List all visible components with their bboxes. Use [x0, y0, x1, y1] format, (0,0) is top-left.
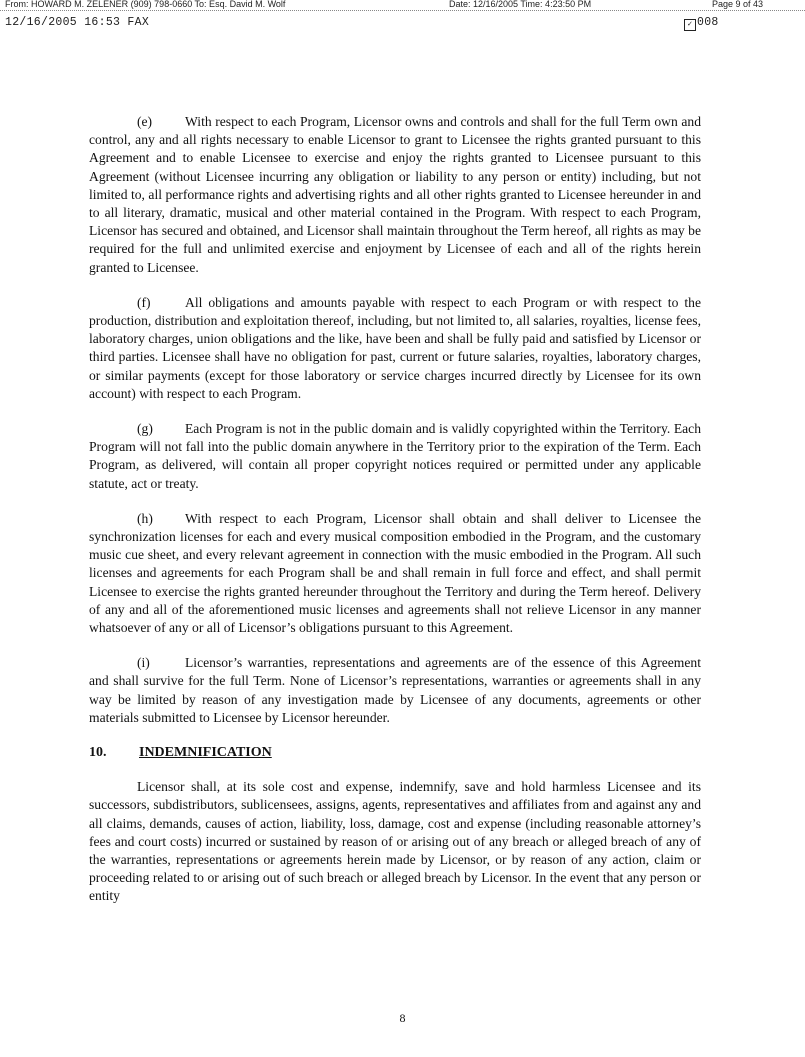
section-title: INDEMNIFICATION — [139, 745, 272, 761]
paragraph-e — [89, 113, 701, 277]
paragraph-label: (f) — [137, 294, 151, 310]
paragraph-text: With respect to each Program, Licensor owns and controls and shall for the full Term own and control, any and all rights necessary to enable Licensor to grant to Licensee the rights granted pursuant to this Agreement and to enable Licensee to exercise and enjoy the rights granted to Licensee pursuant to this Agreement (without Licensee incurring any obligation or liability to any person or entity) including, but not limited to, all performance rights and advertising rights and all other rights granted to Licensee hereunder in and to all literary, dramatic, musical and other material contained in the Program. With respect to each Program, Licensor has secured and obtained, and Licensor shall maintain throughout the Term hereof, all rights as may be required for the full and unlimited exercise and enjoyment by Licensee of each and all of the rights herein granted to Licensee. — [89, 114, 701, 275]
paragraph-g — [89, 420, 701, 493]
header-divider — [0, 10, 805, 11]
page-number: 8 — [399, 1011, 406, 1025]
section-number: 10. — [89, 745, 107, 761]
paragraph-text: All obligations and amounts payable with respect to each Program or with respect to the production, distribution and exploitation thereof, including, but not limited to, all salaries, royalties, license fees, laboratory charges, union obligations and the like, have been and shall be fully paid and satisfied by Licensor or third parties. Licensee shall have no obligation for past, current or future salaries, royalties, laboratory charges, or similar payments (except for those laboratory or service charges incurred directly by Licensee for its own account) with respect to each Program. — [89, 294, 701, 401]
paragraph-label: (i) — [137, 655, 150, 671]
section-heading — [89, 744, 701, 762]
paragraph-f — [89, 294, 701, 403]
section-10-paragraph — [89, 778, 701, 905]
paragraph-label: (g) — [137, 421, 153, 437]
fax-page-stamp — [684, 16, 719, 30]
fax-datetime-stamp: 12/16/2005 16:53 FAX — [5, 16, 150, 29]
fax-transmission-header — [0, 0, 805, 9]
paragraph-label: (e) — [137, 114, 153, 129]
paragraph-label: (h) — [137, 510, 153, 526]
document-body — [89, 113, 701, 923]
fax-page-stamp-number: 008 — [697, 16, 719, 29]
paragraph-text: With respect to each Program, Licensor shall obtain and shall deliver to Licensee the synchronization licenses for each and every musical composition embodied in the Program, and the customary music cue sheet, and every relevant agreement in connection with the music embodied in the Program. All such licenses and agreements for each Program shall be and shall remain in full force and effect, and shall permit Licensee to exercise the rights granted hereunder throughout the Territory and during the Term hereof. Delivery of any and all of the aforementioned music licenses and agreements shall not relieve Licensor in any manner whatsoever of any or all of Licensor’s obligations pursuant to this Agreement. — [89, 510, 701, 636]
fax-date-time: Date: 12/16/2005 Time: 4:23:50 PM — [449, 0, 592, 9]
paragraph-text: Each Program is not in the public domain and is validly copyrighted within the Territory. Each Program will not fall into the public domain anywhere in the Territory prior to the expiration of the Term. Each Program, as delivered, will contain all proper copyright notices required or permitted under any applicable statute, act or treaty. — [89, 421, 701, 491]
fax-checkbox-icon: ✓ — [684, 19, 696, 31]
paragraph-i — [89, 654, 701, 727]
fax-from-to: From: HOWARD M. ZELENER (909) 798-0660 To: Esq. David M. Wolf — [5, 0, 286, 9]
paragraph-text: Licensor shall, at its sole cost and expense, indemnify, save and hold harmless Licensee and its successors, subdistributors, sublicensees, assigns, agents, representatives and affiliates from and against any and all claims, demands, causes of action, liability, loss, damage, cost and expense (including reasonable attorney’s fees and court costs) incurred or sustained by reason of or arising out of any breach or alleged breach of any of the warranties, representations or agreements herein made by Licensor, or by reason of any action, claim or proceeding related to or arising out of such breach or alleged breach by Licensor. In the event that any person or entity — [89, 779, 701, 904]
paragraph-h — [89, 510, 701, 637]
fax-page-count: Page 9 of 43 — [712, 0, 764, 9]
paragraph-text: Licensor’s warranties, representations and agreements are of the essence of this Agreement and shall survive for the full Term. None of Licensor’s representations, warranties or agreements shall in any way be limited by reason of any investigation made by Licensee of any documents, agreements or other materials submitted to Licensee by Licensor hereunder. — [89, 655, 701, 725]
